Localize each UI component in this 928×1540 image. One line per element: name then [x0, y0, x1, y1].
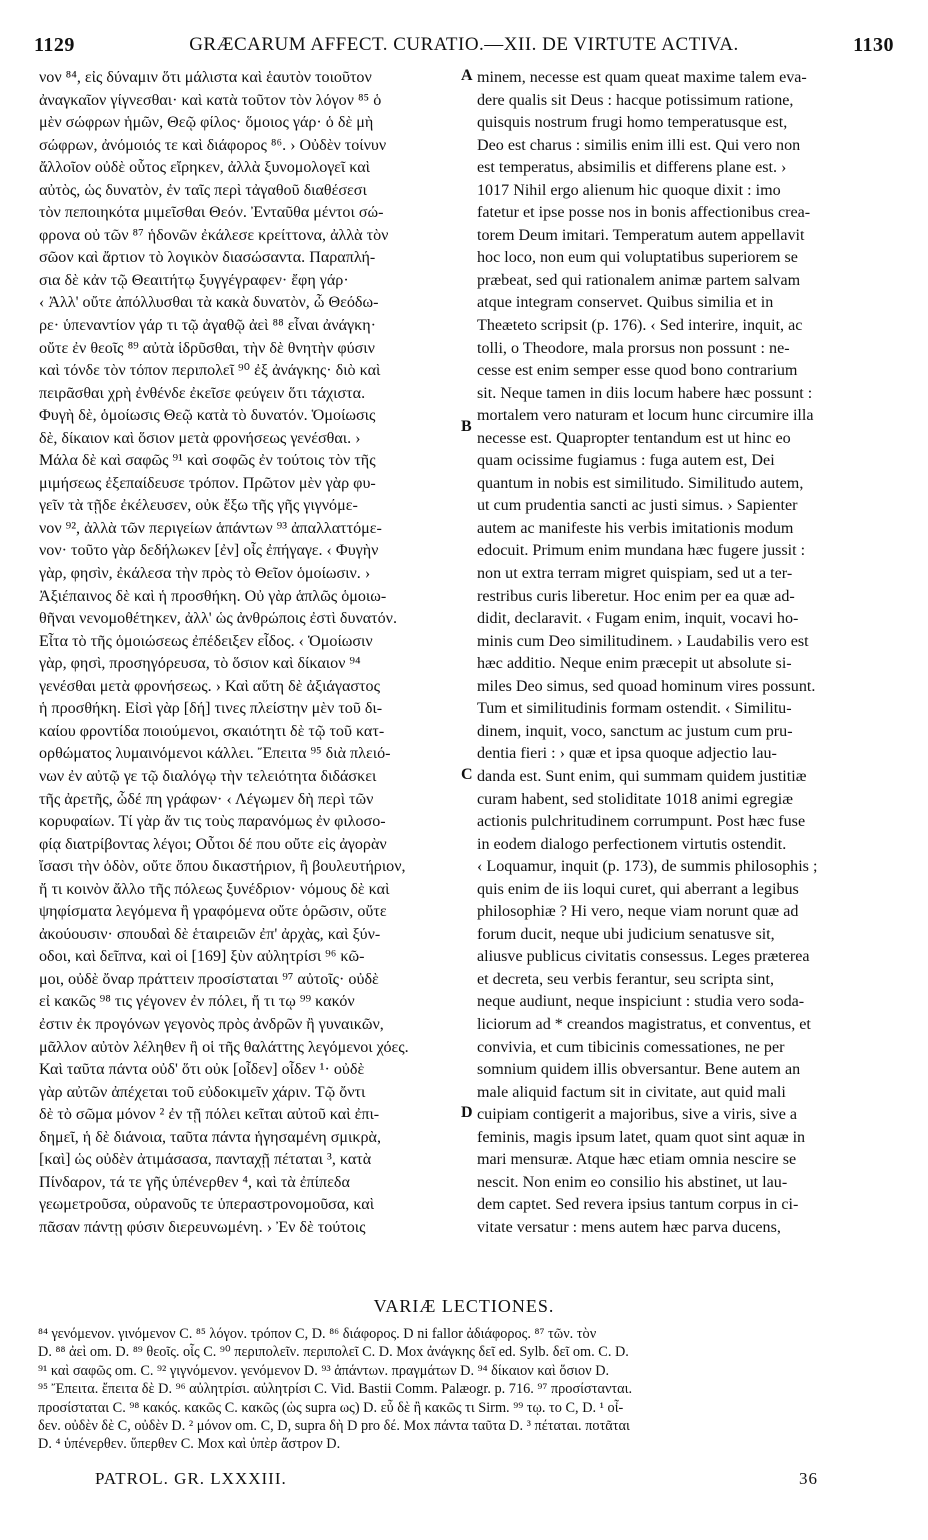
variant-note-line: δεν. οὐδὲν δὲ C, οὐδὲν D. ² μόνον om. C, D, supra δὴ D pro δέ. Mox πάντα ταῦτα D. ³ πέταται. ποτᾶται	[38, 1417, 630, 1434]
variant-note-line: προσίσταται C. ⁹⁸ κακός. κακῶς C. κακῶς (ὡς supra ως) D. εὖ δὲ ἢ κακῶς τι Sirm. ⁹⁹ τῳ. το C, D. ¹ οἶ-	[38, 1399, 624, 1416]
latin-text-line: feminis, magis ipsum latet, quam quot sint aquæ in	[477, 1128, 806, 1146]
greek-text-line: ‹ Ἀλλ' οὔτε ἀπόλλυσθαι τὰ κακὰ δυνατὸν, ὦ Θεόδω-	[39, 294, 379, 312]
right-page-number: 1130	[853, 33, 894, 56]
footer-series: PATROL. GR. LXXXIII.	[95, 1469, 287, 1488]
greek-text-line: ἀναγκαῖον γίγνεσθαι· καὶ κατὰ τοῦτον τὸν λόγον ⁸⁵ ὁ	[39, 91, 382, 109]
latin-text-line: ut cum prudentia sancti ac justi simus. › Sapienter	[477, 497, 798, 515]
greek-text-line: τῆς ἀρετῆς, ὧδέ πη γράφων· ‹ Λέγωμεν δὴ περὶ τῶν	[39, 790, 374, 808]
greek-text-line: ἐστιν ἐκ προγόνων γεγονὸς πρὸς ἀνδρῶν ἢ γυναικῶν,	[39, 1015, 384, 1033]
greek-text-line: γὰρ αὐτῶν ἀπέχεται τοῦ εὐδοκιμεῖν χάριν. Τῷ ὄντι	[39, 1083, 366, 1101]
latin-text-line: somnium quidem illis obversantur. Bene autem an	[477, 1061, 801, 1079]
greek-text-line: γεωμετροῦσα, οὐρανοῦς τε ὑπεραστρονομοῦσα, καὶ	[39, 1196, 375, 1214]
running-header	[34, 30, 894, 60]
latin-text-line: necesse est. Quapropter tentandum est ut hinc eo	[477, 429, 791, 447]
latin-text-line: 1017 Nihil ergo alienum hic quoque dixit : imo	[477, 181, 781, 199]
latin-text-line: actionis pulchritudinem corrumpunt. Post hæc fuse	[477, 813, 806, 831]
greek-text-line: ἡ προσθήκη. Εἰσὶ γὰρ [δή] τινες πλείστην μὲν τοῦ δι-	[39, 700, 383, 718]
greek-text-line: φρονα οὐ τῶν ⁸⁷ ἡδονῶν ἐκάλεσε κρείττονα, ἀλλὰ τὸν	[39, 226, 389, 244]
latin-text-line: autem ac manifeste his verbis imitationis modum	[477, 519, 794, 537]
greek-text-line: μιμήσεως ἐξεπαίδευσε τρόπον. Πρῶτον μὲν γὰρ φυ-	[39, 474, 376, 492]
greek-text-line: μοι, οὐδὲ ὄναρ πράττειν προσίσταται ⁹⁷ αὐτοῖς· οὐδὲ	[39, 970, 379, 988]
latin-text-line: dinem, inquit, voco, sanctum ac justum cum pru-	[477, 722, 793, 740]
latin-text-line: nescit. Non enim eo consilio his abstinet, ut lau-	[477, 1173, 788, 1191]
latin-text-line: tolli, o Theodore, mala prorsus non possunt : ne-	[477, 339, 790, 357]
greek-text-line: νον ⁹², ἀλλὰ τῶν περιγείων ἁπάντων ⁹³ ἀπαλλαττόμε-	[39, 519, 382, 537]
latin-text-line: vitate versatur : mens autem hæc parva ducens,	[477, 1218, 781, 1236]
latin-text-line: atque integram conservet. Quibus similia et in	[477, 294, 774, 312]
greek-text-line: αὐτὸς, ὡς δυνατὸν, ἐν ταῖς περὶ τἀγαθοῦ διαθέσεσι	[39, 181, 367, 199]
running-title: GRÆCARUM AFFECT. CURATIO.—XII. DE VIRTUTE ACTIVA.	[189, 34, 739, 55]
greek-text-line: τὸν πεποιηκότα μιμεῖσθαι Θεόν. Ἐνταῦθα μέντοι σώ-	[39, 204, 384, 222]
variae-lectiones-notes	[38, 1325, 893, 1454]
greek-text-line: θῆναι νενομοθέτηκεν, ἀλλ' ὡς ἀνθρώποις ἐστὶ δυνατόν.	[39, 610, 397, 628]
greek-text-line: ρε· ὑπεναντίον γάρ τι τῷ ἀγαθῷ ἀεὶ ⁸⁸ εἶναι ἀνάγκη·	[39, 317, 377, 335]
greek-text-line: εἰ κακῶς ⁹⁸ τις γέγονεν ἐν πόλει, ἤ τι τῳ ⁹⁹ κακόν	[39, 993, 355, 1011]
latin-text-line: non ut extra terram migret quispiam, sed ut a ter-	[477, 565, 793, 583]
footer-sheet-number: 36	[799, 1469, 818, 1488]
latin-text-line: curam habent, sed stoliditate 1018 animi egregiæ	[477, 790, 793, 808]
greek-text-line: δὲ, δίκαιον καὶ ὅσιον μετὰ φρονήσεως γενέσθαι. ›	[39, 429, 361, 447]
greek-text-line: νον ⁸⁴, εἰς δύναμιν ὅτι μάλιστα καὶ ἑαυτὸν τοιοῦτον	[39, 69, 372, 86]
page-footer	[95, 1469, 818, 1489]
greek-text-line: σῶον καὶ ἄρτιον τὸ λογικὸν διασώσαντα. Παραπλή-	[39, 249, 376, 267]
greek-text-line: γὰρ, φησὶ, προσηγόρευσα, τὸ ὅσιον καὶ δίκαιον ⁹⁴	[39, 655, 361, 673]
latin-text-line: quam ocissime fugiamus : fuga autem est, Dei	[477, 452, 775, 470]
greek-text-line: Πίνδαρον, τά τε γῆς ὑπένερθεν ⁴, καὶ τὰ ἐπίπεδα	[39, 1173, 350, 1191]
latin-text-line: quantum in nobis est similitudo. Similitudo autem,	[477, 474, 804, 492]
greek-text-line: πειρᾶσθαι χρὴ ἐνθένδε ἐκεῖσε φεύγειν ὅτι τάχιστα.	[39, 384, 366, 402]
greek-text-line: ψηφίσματα λεγόμενα ἢ γραφόμενα οὔτε ὁρῶσιν, οὔτε	[39, 903, 387, 921]
greek-text-line: μὲν σώφρων ἡμῶν, Θεῷ φίλος· ὅμοιος γάρ· ὁ δὲ μὴ	[39, 114, 374, 132]
latin-text-line: minis cum Deo similitudinem. › Laudabilis vero est	[477, 632, 809, 650]
latin-text-line: Deo est charus : similis enim illi est. Qui vero non	[477, 136, 801, 154]
latin-text-line: in eodem dialogo perfectionem virtutis ostendit.	[477, 835, 787, 853]
variant-note-line: D. ⁸⁸ ἀεὶ om. D. ⁸⁹ θεοῖς. οἷς C. ⁹⁰ περιπολεῖν. περιπολεῖ C. D. Mox ἀνάγκης δεῖ ed. Sylb. δεῖ om. C. D.	[38, 1344, 629, 1361]
variant-note-line: ⁸⁴ γενόμενον. γινόμενον C. ⁸⁵ λόγον. τρόπον C, D. ⁸⁶ διάφορος. D ni fallor ἀδιάφορος. ⁸⁷ τῶν. τὸν	[38, 1326, 597, 1342]
greek-text-line: Μάλα δὲ καὶ σαφῶς ⁹¹ καὶ σοφῶς ἐν τούτοις τὸν τῆς	[39, 452, 376, 470]
greek-text-line: ἤ τι κοινὸν ἄλλο τῆς πόλεως ξυνέδριον· νόμους δὲ καὶ	[39, 880, 390, 898]
latin-text-line: quis enim de iis loqui curet, qui aberrant a legibus	[477, 880, 799, 898]
latin-text-line: danda est. Sunt enim, qui summam quidem justitiæ	[477, 767, 807, 785]
greek-text-line: οδοι, καὶ δεῖπνα, καὶ οἱ [169] ξὺν αὐλητρίσι ⁹⁶ κῶ-	[39, 948, 365, 966]
greek-text-line: Ἀξιέπαινος δὲ καὶ ἡ προσθήκη. Οὐ γὰρ ἁπλῶς ὁμοιω-	[39, 587, 387, 605]
margin-letter-d: D	[461, 1104, 473, 1121]
latin-text-line: miles Deo simus, sed quoad hominum vires possunt.	[477, 677, 816, 695]
latin-text-line: mortalem vero naturam et locum hunc circumire illa	[477, 407, 814, 425]
latin-text-line: dentia fieri : › quæ et ipsa quoque adjectio lau-	[477, 745, 777, 763]
greek-text-column	[39, 67, 459, 1239]
greek-text-line: Καὶ ταῦτα πάντα οὐδ' ὅτι οὐκ [οἶδεν] οἶδεν ¹· οὐδὲ	[39, 1061, 365, 1079]
greek-text-line: καὶ τόνδε τὸν τόπον περιπολεῖ ⁹⁰ ἐξ ἀνάγκης· διὸ καὶ	[39, 362, 381, 380]
greek-text-line: δημεῖ, ἡ δὲ διάνοια, ταῦτα πάντα ἡγησαμένη σμικρὰ,	[39, 1128, 381, 1146]
greek-text-line: ἄλλοῖον οὐδὲ οὗτος εἴρηκεν, ἀλλὰ ξυνομολογεῖ καὶ	[39, 159, 370, 177]
latin-text-line: cesse est enim semper esse quod bono contrarium	[477, 362, 798, 380]
variant-note-line: ⁹⁵ Ἔπειτα. ἔπειτα δὲ D. ⁹⁶ αὐλητρίσι. αὐλητρίσι C. Vid. Bastii Comm. Palæogr. p. 716. ⁹⁷ προσίστανται.	[38, 1381, 633, 1398]
latin-text-line: neque audiunt, neque inspiciunt : studia vero soda-	[477, 993, 805, 1011]
latin-text-line: quisquis nostrum frugi homo temperatusque est,	[477, 114, 788, 132]
margin-letter-a: A	[461, 67, 473, 84]
greek-text-line: σώφρων, ἀνόμοιός τε καὶ διάφορος ⁸⁶. › Οὐδὲν τοίνυν	[39, 136, 387, 154]
latin-text-line: hæc additio. Neque enim præcepit ut absolute si-	[477, 655, 792, 673]
latin-text-line: torem Deum imitari. Temperatum autem appellavit	[477, 226, 805, 244]
greek-text-line: φίᾳ διατρίβοντας λέγοι; Οὗτοι δέ που οὔτε εἰς ἀγορὰν	[39, 835, 387, 853]
greek-text-line: μᾶλλον αὐτὸν λέληθεν ἢ οἱ τῆς θαλάττης λεγόμενοι χόες.	[39, 1038, 409, 1056]
greek-text-line: γὰρ, φησὶν, ἐκάλεσα τὴν πρὸς τὸ Θεῖον ὁμοίωσιν. ›	[39, 565, 371, 583]
latin-text-line: male aliquid factum sit in civitate, aut quid mali	[477, 1083, 786, 1101]
greek-text-line: [καὶ] ὡς οὐδὲν ἀτιμάσασα, πανταχῇ πέταται ³, κατὰ	[39, 1151, 372, 1169]
latin-text-line: præbeat, sed qui rationalem animæ partem salvam	[477, 271, 801, 289]
latin-text-line: mari mensuræ. Atque hæc etiam omnia nescire se	[477, 1151, 797, 1169]
margin-letter-b: B	[461, 418, 472, 435]
latin-text-line: convivia, et cum tibicinis comessationes, ne per	[477, 1038, 785, 1056]
greek-text-line: καίου φροντίδα ποιούμενοι, σκαιότητι δὲ τῷ τοῦ κατ-	[39, 722, 385, 740]
latin-text-line: cuipiam contigerit a majoribus, sive a viris, sive a	[477, 1106, 798, 1124]
greek-text-line: Φυγὴ δὲ, ὁμοίωσις Θεῷ κατὰ τὸ δυνατόν. Ὁμοίωσις	[39, 407, 376, 425]
latin-text-line: Tum et similitudinis formam ostendit. ‹ Similitu-	[477, 700, 792, 718]
greek-text-line: πᾶσαν πάντῃ φύσιν διερευνωμένη. › Ἐν δὲ τούτοις	[39, 1218, 366, 1236]
greek-text-line: νων ἐν αὐτῷ γε τῷ διαλόγῳ τὴν τελειότητα διδάσκει	[39, 767, 377, 785]
latin-text-line: liciorum ad * creandos magistratus, et conventus, et	[477, 1015, 811, 1033]
greek-text-line: νον· τοῦτο γὰρ δεδήλωκεν [ἐν] οἷς ἐπήγαγε. ‹ Φυγὴν	[39, 542, 379, 560]
latin-text-line: aliusve publicus civitatis consessus. Leges præterea	[477, 948, 810, 966]
latin-text-line: dere qualis sit Deus : hacque potissimum ratione,	[477, 91, 794, 109]
latin-text-line: philosophiæ ? Hi vero, neque viam norunt quæ ad	[477, 903, 799, 921]
latin-text-line: restribus curis liberetur. Hoc enim per ea quæ ad-	[477, 587, 795, 605]
latin-text-line: minem, necesse est quam queat maxime talem eva-	[477, 69, 807, 86]
variae-lectiones-title: VARIÆ LECTIONES.	[373, 1296, 555, 1316]
latin-text-line: dem captet. Sed revera ipsius tantum corpus in ci-	[477, 1196, 799, 1214]
variant-note-line: D. ⁴ ὑπένερθεν. ὕπερθεν C. Mox καὶ ὑπὲρ ἄστρον D.	[38, 1436, 341, 1453]
latin-text-line: Theæteto scripsit (p. 176). ‹ Sed interire, inquit, ac	[477, 317, 803, 335]
latin-text-line: didit, declaravit. ‹ Fugam enim, inquit, vocavi ho-	[477, 610, 799, 628]
latin-text-line: fatetur et ipse posse nos in bonis affectionibus crea-	[477, 204, 811, 222]
greek-text-line: Εἶτα τὸ τῆς ὁμοιώσεως ἐπέδειξεν εἶδος. ‹ Ὁμοίωσιν	[39, 632, 373, 650]
latin-text-line: ‹ Loquamur, inquit (p. 173), de summis philosophis ;	[477, 858, 818, 876]
left-page-number: 1129	[34, 33, 75, 56]
variant-note-line: ⁹¹ καὶ σαφῶς om. C. ⁹² γιγνόμενον. γενόμενον D. ⁹³ ἁπάντων. πραγμάτων D. ⁹⁴ δίκαιον καὶ ὅσιον D.	[38, 1362, 610, 1379]
latin-text-column	[477, 67, 897, 1239]
greek-text-line: γενέσθαι μετὰ φρονήσεως. › Καὶ αὕτη δὲ ἀξιάγαστος	[39, 677, 380, 695]
latin-text-line: est temperatus, absimilis et differens plane est. ›	[477, 159, 787, 177]
greek-text-line: ἀκούουσιν· σπουδαὶ δὲ ἑταιρειῶν ἐπ' ἀρχὰς, καὶ ξύν-	[39, 925, 381, 943]
greek-text-line: σια δὲ κἀν τῷ Θεαιτήτῳ ξυγγέγραφεν· ἔφη γάρ·	[39, 271, 349, 289]
greek-text-line: ἴσασι τὴν ὁδὸν, οὔτε ὅπου δικαστήριον, ἢ βουλευτήριον,	[39, 858, 406, 876]
latin-text-line: forum ducit, neque ubi judicium senatusve sit,	[477, 925, 775, 943]
latin-text-line: sit. Neque tamen in diis locum habere hæc possunt :	[477, 384, 813, 402]
greek-text-line: δὲ τὸ σῶμα μόνον ² ἐν τῇ πόλει κεῖται αὐτοῦ καὶ ἐπι-	[39, 1106, 380, 1124]
greek-text-line: οὔτε ἐν θεοῖς ⁸⁹ αὐτὰ ἱδρῦσθαι, τὴν δὲ θνητὴν φύσιν	[39, 339, 375, 357]
latin-text-line: et decreta, seu verbis ferantur, seu scripta sint,	[477, 970, 774, 988]
greek-text-line: γεῖν τὰ τῇδε ἐκέλευσεν, οὐκ ἔξω τῆς γῆς γιγνόμε-	[39, 497, 358, 515]
latin-text-line: hoc loco, non eum qui voluptatibus superiorem se	[477, 249, 798, 267]
greek-text-line: ορθώματος λυμαινόμενοι κάλλει. Ἔπειτα ⁹⁵ διὰ πλειό-	[39, 745, 391, 763]
margin-letter-c: C	[461, 766, 473, 783]
greek-text-line: κορυφαίων. Τί γὰρ ἄν τις τοὺς παρανόμως ἐν φιλοσο-	[39, 813, 386, 831]
latin-text-line: edocuit. Primum enim mundana hæc fugere jussit :	[477, 542, 806, 560]
